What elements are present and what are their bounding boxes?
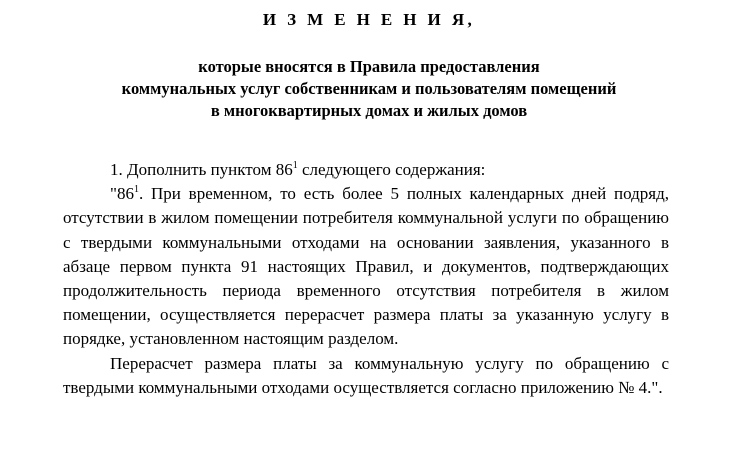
item-1-paragraph <box>63 158 669 182</box>
item-1-superscript: 1 <box>292 160 298 171</box>
quote-text: . При временном, то есть более 5 полных календарных дней подряд, отсутствии в жилом помещении потребителя коммунальной услуги по обращению с твердыми коммунальными отходами на основании заявления, указанного в абзаце первом пункта 91 настоящих Правил, и документов, подтверждающих продолжительность периода временного отсутствия потребителя в жилом помещении, осуществляется перерасчет размера платы за указанную услугу в порядке, установленном настоящим разделом. <box>63 184 669 349</box>
document-subtitle <box>0 56 738 122</box>
document-title: И З М Е Н Е Н И Я, <box>262 10 476 29</box>
quote-superscript: 1 <box>133 184 139 196</box>
subtitle-line-2: коммунальных услуг собственникам и пользователям помещений <box>121 79 617 98</box>
subtitle-line-3: в многоквартирных домах и жилых домов <box>210 101 528 120</box>
recalculation-paragraph: Перерасчет размера платы за коммунальную услугу по обращению с твердыми коммунальными отходами осуществляется согласно приложению № 4.". <box>63 353 669 397</box>
quoted-paragraph <box>63 182 669 351</box>
item-1-text-before: 1. Дополнить пунктом 86 <box>110 160 293 179</box>
subtitle-line-1: которые вносятся в Правила предоставления <box>198 57 540 76</box>
item-1-text-after: следующего содержания: <box>297 160 486 179</box>
document-body <box>63 158 669 400</box>
quote-open: "86 <box>110 184 134 204</box>
